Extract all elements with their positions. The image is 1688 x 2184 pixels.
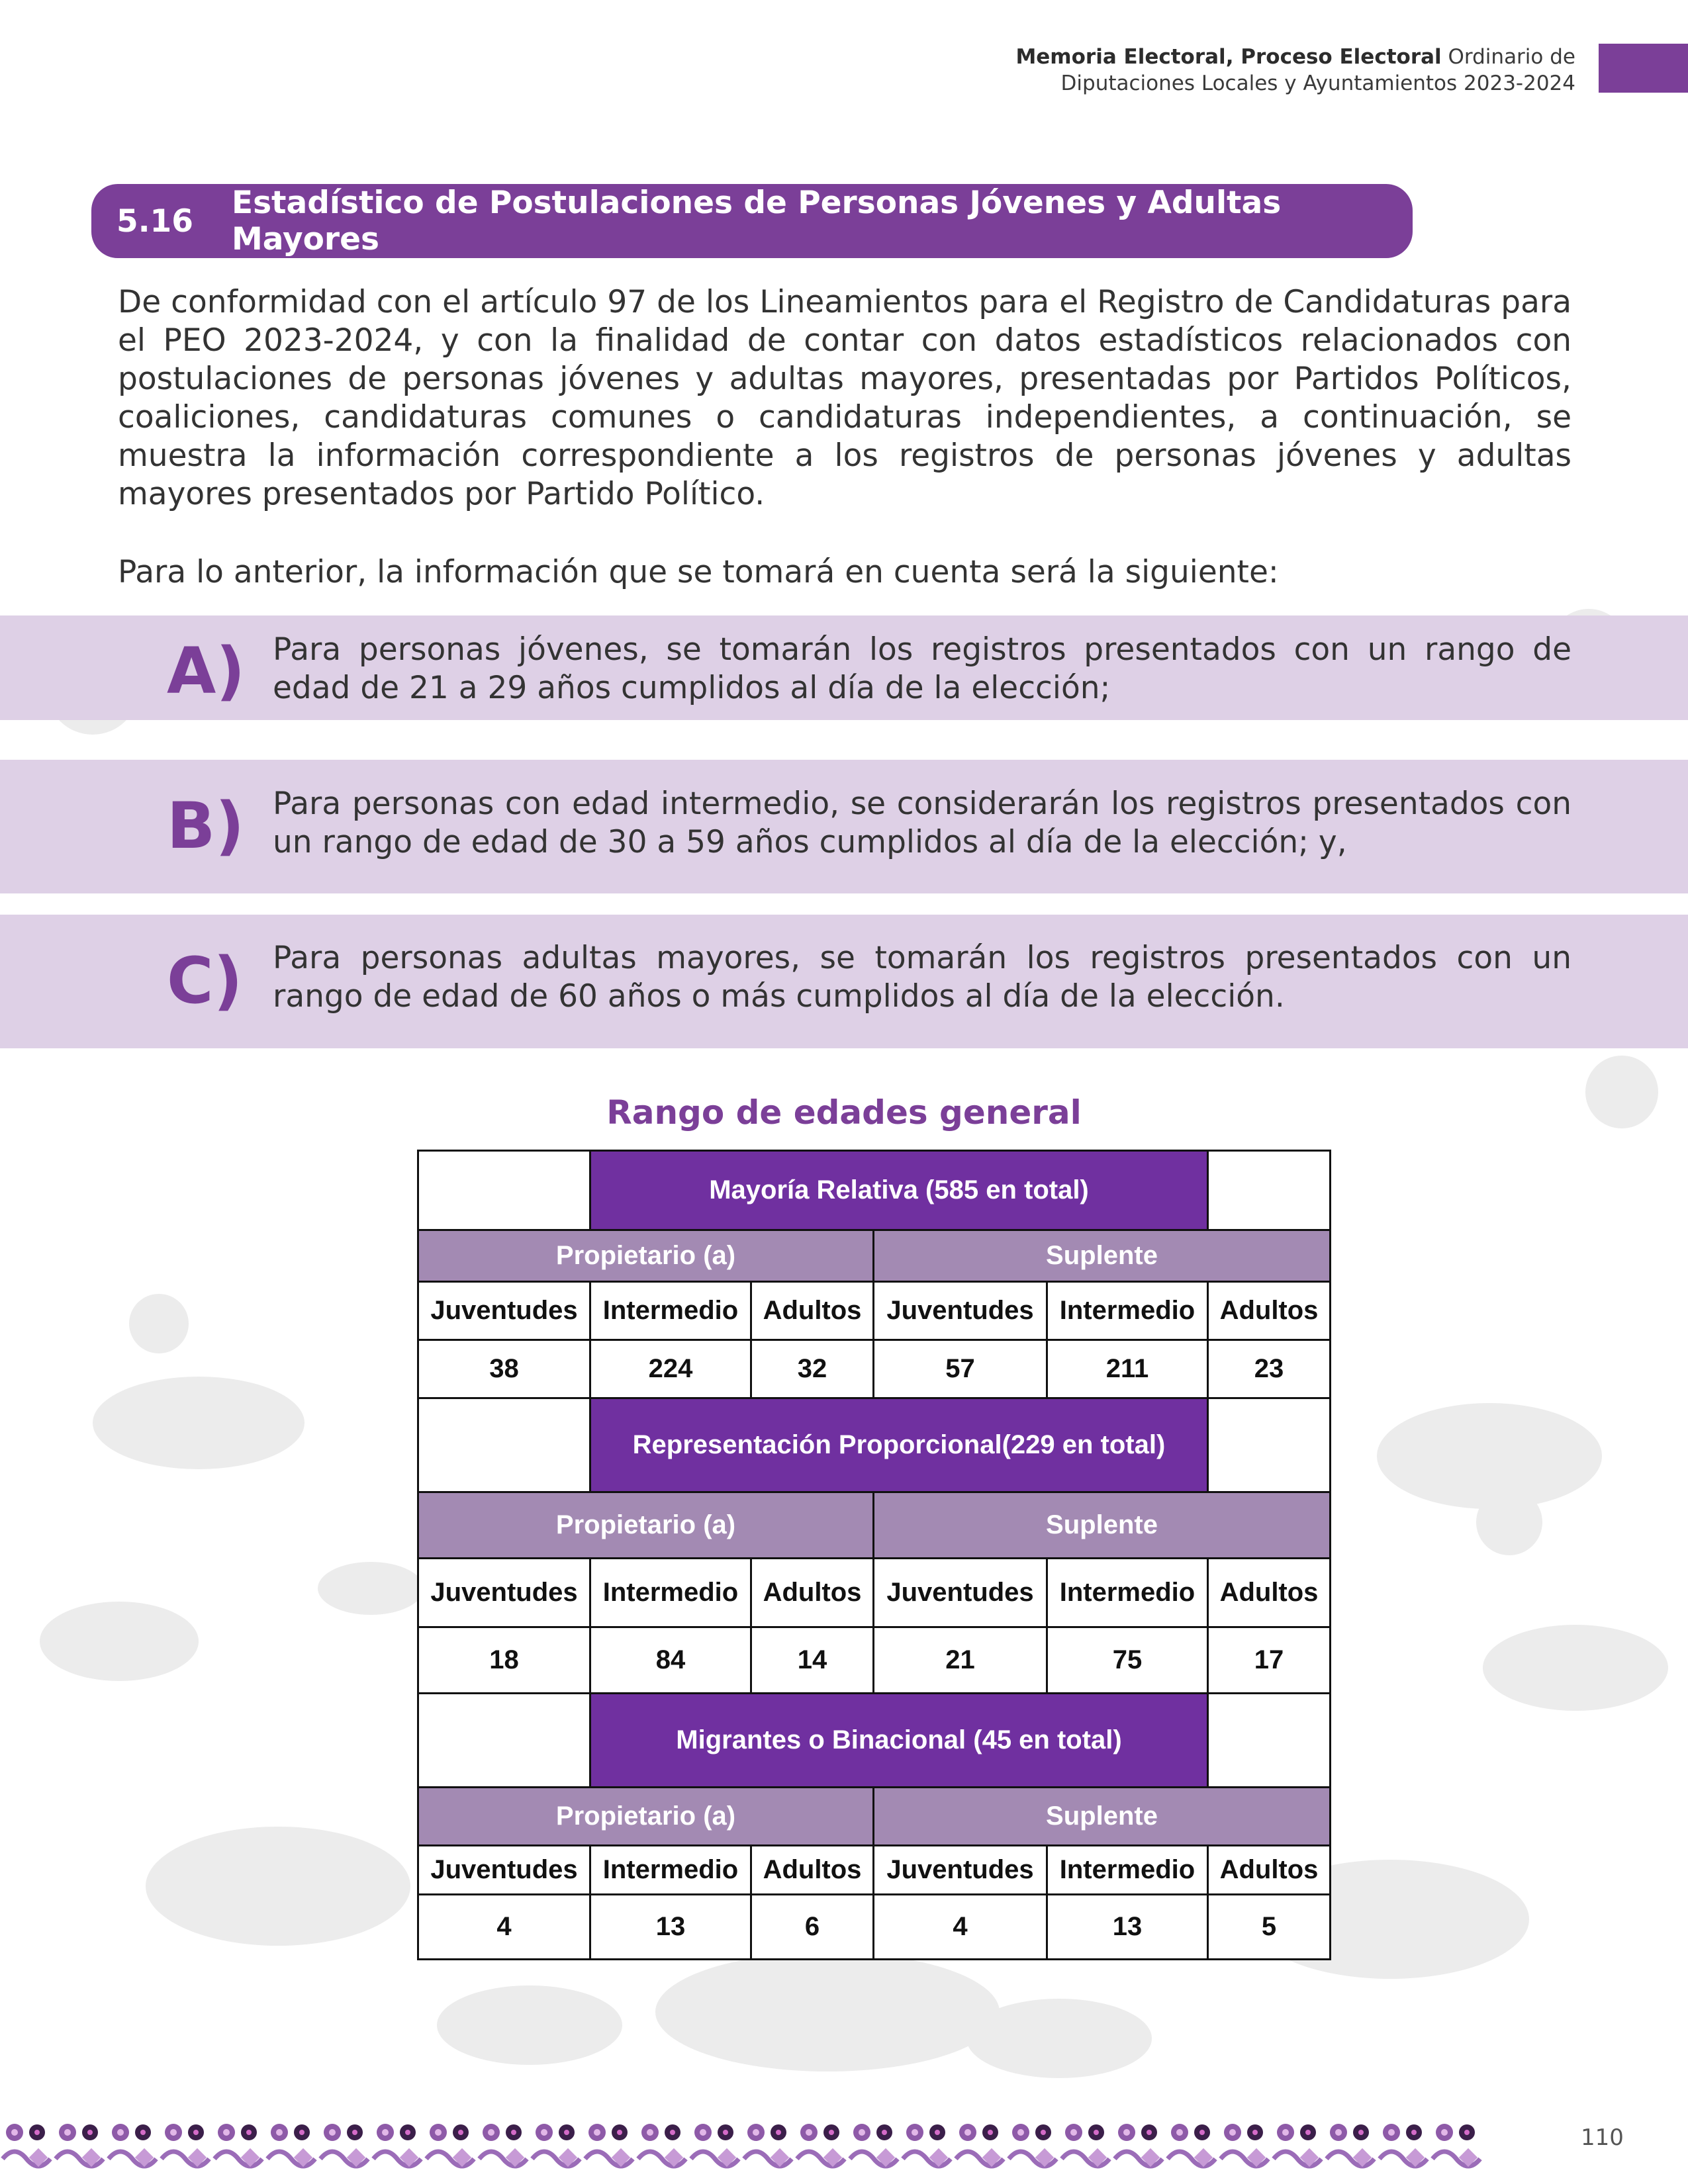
section-header-row bbox=[418, 1151, 1331, 1230]
substitute-header: Suplente bbox=[874, 1492, 1331, 1559]
embroidery-motif bbox=[267, 2124, 315, 2167]
header-subtitle: Diputaciones Locales y Ayuntamientos 2023-2024 bbox=[1060, 71, 1575, 95]
column-header: Intermedio bbox=[1047, 1846, 1208, 1895]
embroidery-motif bbox=[1221, 2124, 1268, 2167]
column-header: Intermedio bbox=[1047, 1282, 1208, 1340]
header-title-bold: Memoria Electoral, Proceso Electoral bbox=[1015, 45, 1442, 69]
section-title-migrants: Migrantes o Binacional (45 en total) bbox=[590, 1694, 1208, 1788]
value-cell: 18 bbox=[418, 1627, 590, 1694]
substitute-header: Suplente bbox=[874, 1230, 1331, 1282]
embroidery-motif bbox=[1168, 2124, 1215, 2167]
value-cell: 75 bbox=[1047, 1627, 1208, 1694]
subheader-row bbox=[418, 1230, 1331, 1282]
embroidery-motif bbox=[214, 2124, 262, 2167]
embroidery-motif bbox=[638, 2124, 686, 2167]
embroidery-motif bbox=[1062, 2124, 1109, 2167]
section-title-mr: Mayoría Relativa (585 en total) bbox=[590, 1151, 1208, 1230]
column-header: Juventudes bbox=[418, 1559, 590, 1627]
column-header: Adultos bbox=[751, 1282, 874, 1340]
owner-header: Propietario (a) bbox=[418, 1788, 874, 1846]
empty-cell bbox=[418, 1694, 590, 1788]
value-cell: 38 bbox=[418, 1340, 590, 1398]
age-range-table bbox=[417, 1150, 1331, 1960]
embroidery-motif bbox=[479, 2124, 527, 2167]
embroidery-motif bbox=[1380, 2124, 1427, 2167]
embroidery-motif bbox=[1327, 2124, 1374, 2167]
column-header: Intermedio bbox=[590, 1559, 751, 1627]
value-cell: 13 bbox=[1047, 1895, 1208, 1960]
embroidery-motif bbox=[320, 2124, 368, 2167]
lead-in-paragraph: Para lo anterior, la información que se tomará en cuenta será la siguiente: bbox=[118, 554, 1279, 590]
column-header-row bbox=[418, 1846, 1331, 1895]
column-header: Juventudes bbox=[418, 1282, 590, 1340]
column-header: Adultos bbox=[751, 1559, 874, 1627]
table-title: Rango de edades general bbox=[606, 1093, 1082, 1132]
section-number: 5.16 bbox=[117, 203, 193, 240]
value-cell: 4 bbox=[418, 1895, 590, 1960]
column-header: Juventudes bbox=[874, 1559, 1047, 1627]
table-row bbox=[418, 1627, 1331, 1694]
empty-cell bbox=[1208, 1151, 1331, 1230]
embroidery-motif bbox=[744, 2124, 792, 2167]
section-header-row bbox=[418, 1398, 1331, 1492]
embroidery-motif bbox=[797, 2124, 845, 2167]
section-title-rp: Representación Proporcional(229 en total) bbox=[590, 1398, 1208, 1492]
option-b-text: Para personas con edad intermedio, se considerarán los registros presentados con un rango de edad de 30 a 59 años cumplidos al día de la elección; y, bbox=[273, 786, 1571, 860]
embroidery-border bbox=[0, 2110, 1503, 2173]
header-accent-bar bbox=[1599, 44, 1688, 93]
embroidery-motif bbox=[1115, 2124, 1162, 2167]
table-row bbox=[418, 1895, 1331, 1960]
embroidery-motif bbox=[691, 2124, 739, 2167]
value-cell: 13 bbox=[590, 1895, 751, 1960]
header-title-rest: Ordinario de bbox=[1441, 45, 1575, 69]
subheader-row bbox=[418, 1492, 1331, 1559]
value-cell: 224 bbox=[590, 1340, 751, 1398]
column-header: Adultos bbox=[1208, 1282, 1331, 1340]
embroidery-motif bbox=[903, 2124, 951, 2167]
column-header-row bbox=[418, 1282, 1331, 1340]
section-heading bbox=[91, 184, 1413, 258]
embroidery-motif bbox=[426, 2124, 474, 2167]
column-header: Adultos bbox=[751, 1846, 874, 1895]
option-a-letter: A) bbox=[167, 634, 246, 708]
option-c-text: Para personas adultas mayores, se tomarán los registros presentados con un rango de edad de 60 años o más cumplidos al día de la elección. bbox=[273, 940, 1571, 1015]
value-cell: 211 bbox=[1047, 1340, 1208, 1398]
empty-cell bbox=[418, 1151, 590, 1230]
embroidery-motif bbox=[373, 2124, 421, 2167]
embroidery-motif bbox=[1009, 2124, 1056, 2167]
value-cell: 17 bbox=[1208, 1627, 1331, 1694]
column-header: Intermedio bbox=[590, 1846, 751, 1895]
value-cell: 6 bbox=[751, 1895, 874, 1960]
column-header-row bbox=[418, 1559, 1331, 1627]
column-header: Intermedio bbox=[1047, 1559, 1208, 1627]
column-header: Juventudes bbox=[874, 1846, 1047, 1895]
embroidery-motif bbox=[3, 2124, 50, 2167]
embroidery-motif bbox=[585, 2124, 633, 2167]
value-cell: 4 bbox=[874, 1895, 1047, 1960]
embroidery-motif bbox=[1432, 2124, 1480, 2167]
empty-cell bbox=[418, 1398, 590, 1492]
value-cell: 14 bbox=[751, 1627, 874, 1694]
column-header: Adultos bbox=[1208, 1559, 1331, 1627]
option-b-letter: B) bbox=[167, 789, 245, 863]
section-title: Estadístico de Postulaciones de Personas Jóvenes y Adultas Mayores bbox=[231, 185, 1282, 257]
embroidery-motif bbox=[956, 2124, 1004, 2167]
owner-header: Propietario (a) bbox=[418, 1230, 874, 1282]
embroidery-motif bbox=[56, 2124, 103, 2167]
option-a-text: Para personas jóvenes, se tomarán los registros presentados con un rango de edad de 21 a 29 años cumplidos al día de la elección; bbox=[273, 631, 1571, 706]
embroidery-motif bbox=[162, 2124, 209, 2167]
section-header-row bbox=[418, 1694, 1331, 1788]
empty-cell bbox=[1208, 1694, 1331, 1788]
intro-paragraph: De conformidad con el artículo 97 de los Lineamientos para el Registro de Candidaturas para el PEO 2023-2024, y con la finalidad de contar con datos estadísticos relacionados con postulaciones de personas jóvenes y adultas mayores, presentadas por Partidos Políticos, coaliciones, candidaturas comunes o candidaturas independientes, a continuación, se muestra la información correspondiente a los registros de personas jóvenes y adultas mayores presentados por Partido Político. bbox=[118, 284, 1571, 512]
embroidery-motif bbox=[850, 2124, 898, 2167]
column-header: Intermedio bbox=[590, 1282, 751, 1340]
embroidery-motif bbox=[109, 2124, 156, 2167]
embroidery-motif bbox=[532, 2124, 580, 2167]
owner-header: Propietario (a) bbox=[418, 1492, 874, 1559]
value-cell: 57 bbox=[874, 1340, 1047, 1398]
value-cell: 32 bbox=[751, 1340, 874, 1398]
table-row bbox=[418, 1340, 1331, 1398]
page-number: 110 bbox=[1581, 2124, 1624, 2151]
substitute-header: Suplente bbox=[874, 1788, 1331, 1846]
column-header: Juventudes bbox=[418, 1846, 590, 1895]
option-c-letter: C) bbox=[167, 944, 243, 1018]
column-header: Adultos bbox=[1208, 1846, 1331, 1895]
column-header: Juventudes bbox=[874, 1282, 1047, 1340]
embroidery-motif bbox=[1274, 2124, 1321, 2167]
value-cell: 5 bbox=[1208, 1895, 1331, 1960]
running-header bbox=[1015, 44, 1575, 97]
empty-cell bbox=[1208, 1398, 1331, 1492]
value-cell: 21 bbox=[874, 1627, 1047, 1694]
value-cell: 23 bbox=[1208, 1340, 1331, 1398]
subheader-row bbox=[418, 1788, 1331, 1846]
value-cell: 84 bbox=[590, 1627, 751, 1694]
